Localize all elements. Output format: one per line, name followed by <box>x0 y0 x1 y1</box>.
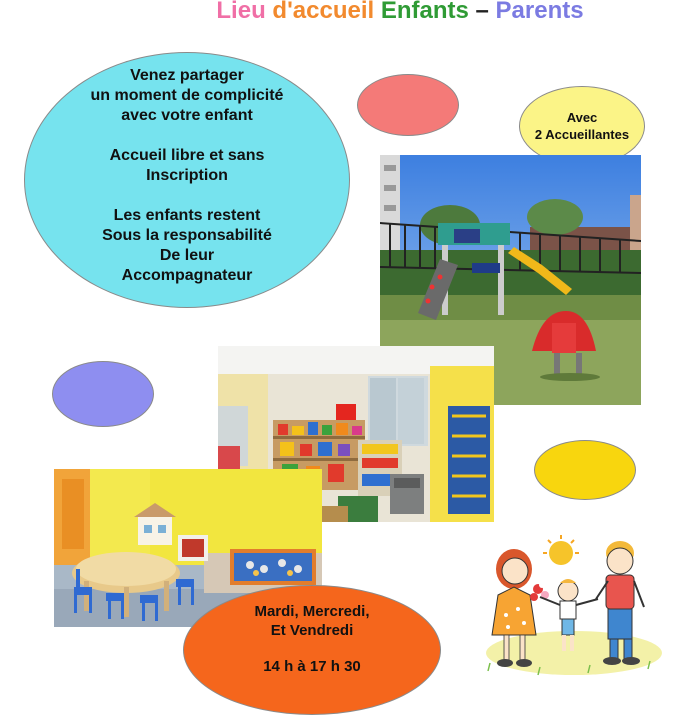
info-group-responsibility <box>102 206 272 286</box>
title-word-parents: Parents <box>495 0 584 24</box>
info-line: De leur <box>159 247 215 264</box>
schedule-days-line2: Et Vendredi <box>270 622 354 639</box>
decorative-red-circle <box>357 74 459 136</box>
info-line: un moment de complicité <box>90 87 284 104</box>
info-line: Inscription <box>146 167 228 184</box>
schedule-time: 14 h à 17 h 30 <box>263 658 361 675</box>
decorative-violet-circle <box>52 361 154 427</box>
info-line: Accueil libre et sans <box>109 147 265 164</box>
decorative-yellow-circle <box>534 440 636 500</box>
info-group-invitation <box>91 66 284 126</box>
title-word-enfants: Enfants <box>374 0 469 24</box>
title-word-accueil: d'accueil <box>272 0 375 24</box>
schedule-days-line1: Mardi, Mercredi, <box>254 603 370 620</box>
info-line: Accompagnateur <box>121 267 253 284</box>
info-group-access <box>110 146 265 186</box>
info-line: avec votre enfant <box>121 107 253 124</box>
staff-line-count: 2 Accueillantes <box>534 127 630 142</box>
page-title <box>0 0 700 26</box>
schedule-bubble <box>183 585 441 715</box>
title-dash: – <box>468 0 496 24</box>
staff-bubble <box>519 86 645 166</box>
staff-line-avec: Avec <box>566 110 598 125</box>
info-line: Venez partager <box>130 67 244 84</box>
info-line: Sous la responsabilité <box>102 227 272 244</box>
info-bubble <box>24 52 350 308</box>
info-line: Les enfants restent <box>113 207 261 224</box>
title-word-lieu: Lieu <box>216 0 273 24</box>
family-illustration <box>478 535 664 685</box>
